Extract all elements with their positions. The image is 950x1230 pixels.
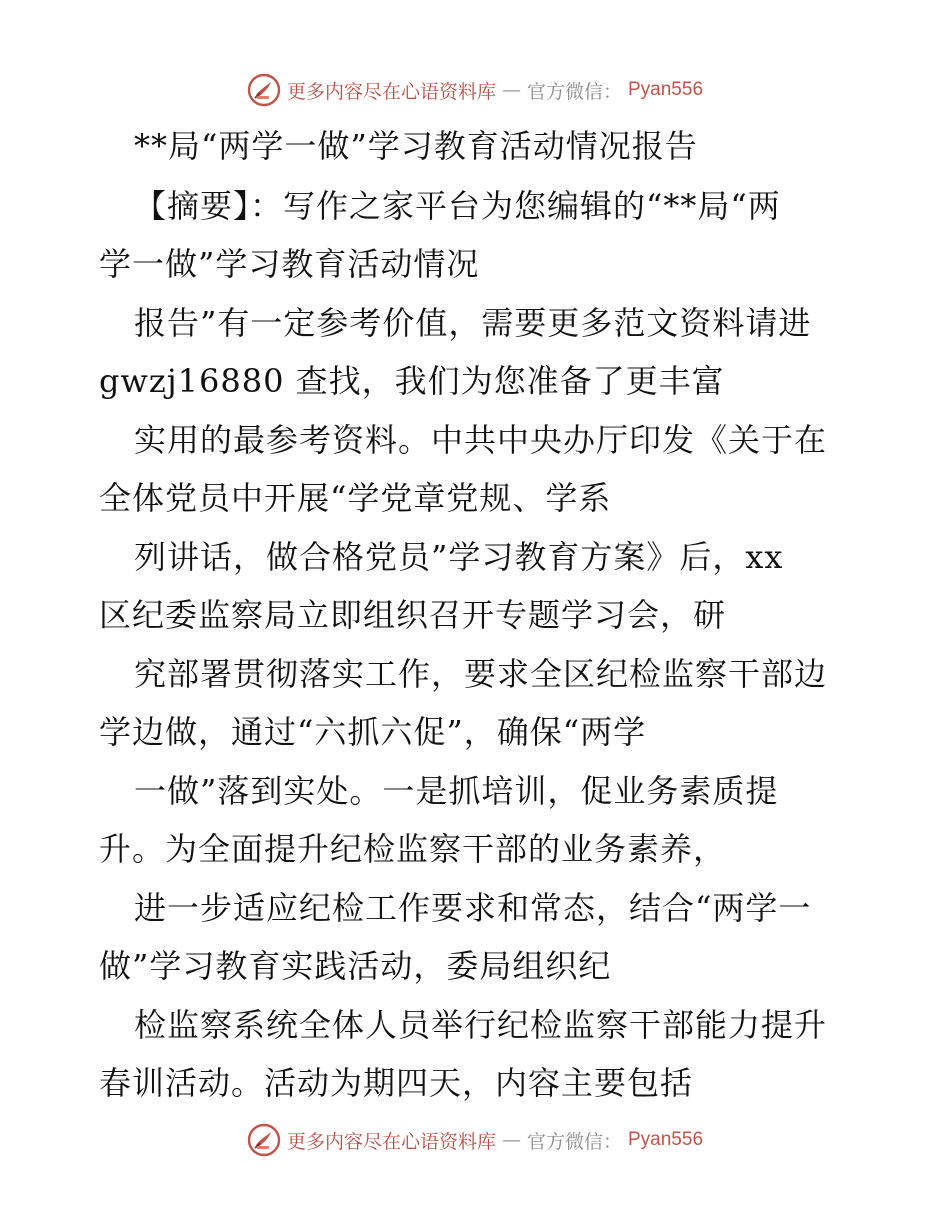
text-line: 学一做”学习教育活动情况 (99, 245, 480, 283)
text-line: gwzj16880 查找，我们为您准备了更丰富 (99, 362, 725, 400)
text-line: 全体党员中开展“学党章党规、学系 (99, 479, 612, 517)
text-line: 检监察系统全体人员举行纪检监察干部能力提升 (134, 1006, 828, 1044)
text-line: 一做”落到实处。一是抓培训，促业务素质提 (134, 772, 779, 810)
text-line: 究部署贯彻落实工作，要求全区纪检监察干部边 (134, 655, 828, 693)
text-line: 实用的最参考资料。中共中央办厅印发《关于在 (134, 421, 828, 459)
book-quill-icon (247, 73, 281, 107)
footer-banner (0, 1120, 950, 1160)
banner-wechat-id: Pyan556 (628, 79, 704, 100)
banner-separator: — (501, 1129, 521, 1151)
book-quill-icon (247, 1123, 281, 1157)
document-title: **局“两学一做”学习教育活动情况报告 (134, 127, 698, 165)
text-line: 【摘要】：写作之家平台为您编辑的“**局“两 (134, 187, 781, 225)
banner-separator: — (501, 79, 521, 101)
banner-wechat-id: Pyan556 (628, 1129, 704, 1150)
text-line: 区纪委监察局立即组织召开专题学习会，研 (99, 596, 727, 634)
header-banner (0, 70, 950, 110)
banner-slogan: 更多内容尽在心语资料库 (286, 1130, 496, 1153)
text-line: 学边做，通过“六抓六促”，确保“两学 (99, 713, 647, 751)
text-line: 列讲话，做合格党员”学习教育方案》后，xx (134, 538, 784, 576)
text-line: 进一步适应纪检工作要求和常态，结合“两学一 (134, 889, 812, 927)
text-line: 升。为全面提升纪检监察干部的业务素养， (99, 830, 727, 868)
text-line: 报告”有一定参考价值，需要更多范文资料请进 (134, 304, 812, 342)
banner-wechat-label: 官方微信： (526, 1130, 622, 1153)
banner-slogan: 更多内容尽在心语资料库 (286, 80, 496, 103)
banner-wechat-label: 官方微信： (526, 80, 622, 103)
text-line: 春训活动。活动为期四天，内容主要包括 (99, 1064, 694, 1102)
text-line: 做”学习教育实践活动，委局组织纪 (99, 947, 612, 985)
